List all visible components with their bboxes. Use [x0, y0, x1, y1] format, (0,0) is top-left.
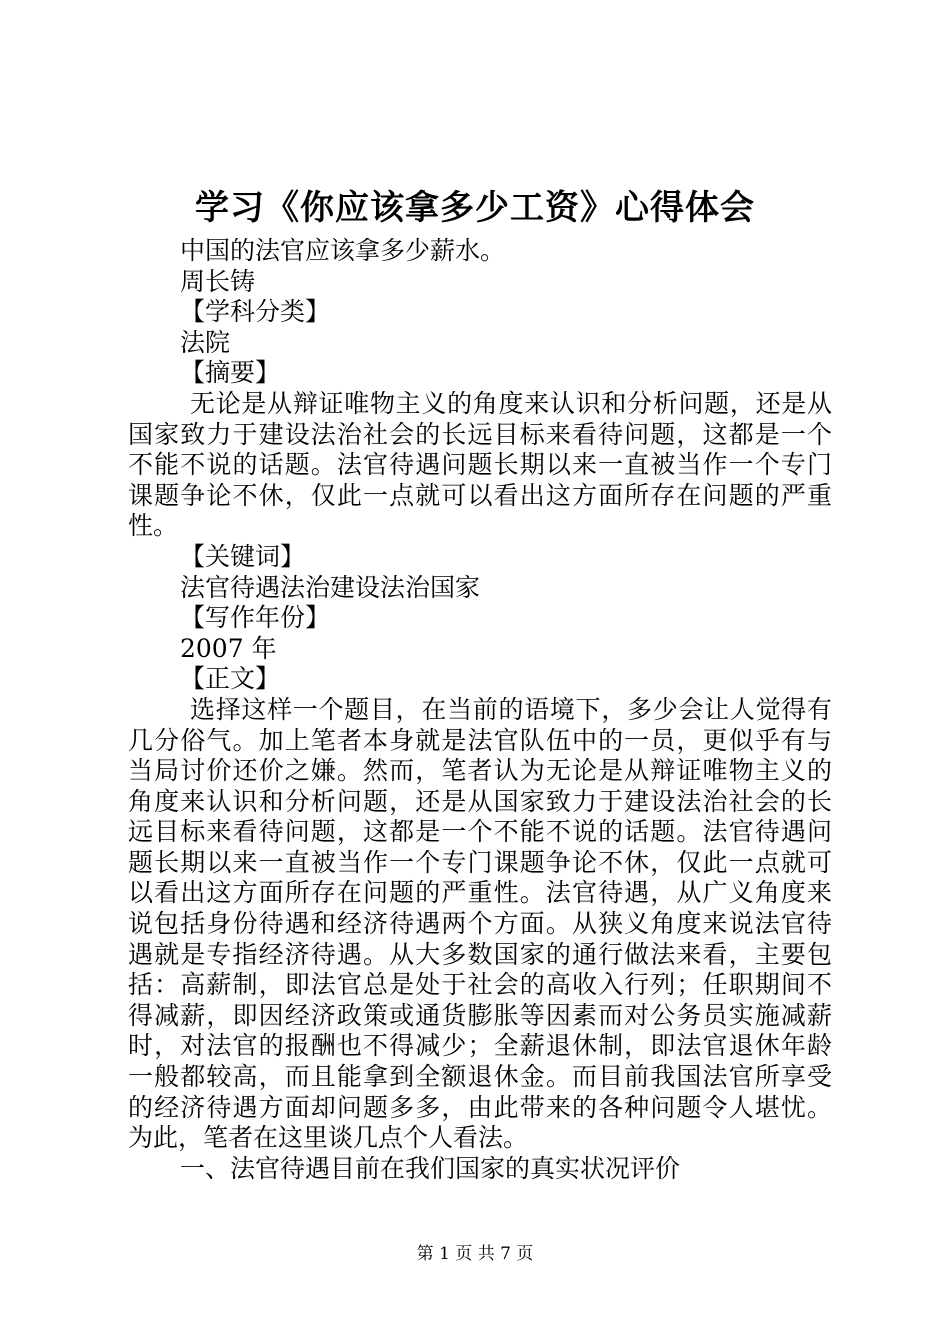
paragraph-line: 以看出这方面所存在问题的严重性。法官待遇，从广义角度来	[128, 878, 832, 908]
paragraph-line: 遇就是专指经济待遇。从大多数国家的通行做法来看，主要包	[128, 939, 832, 969]
paragraph-line: 为此，笔者在这里谈几点个人看法。	[128, 1123, 529, 1153]
subtitle-line: 中国的法官应该拿多少薪水。	[180, 236, 506, 265]
paragraph-line: 课题争论不休，仅此一点就可以看出这方面所存在问题的严重	[128, 480, 832, 510]
paragraph-line: 选择这样一个题目，在当前的语境下，多少会让人觉得有	[190, 694, 832, 724]
document-body	[128, 236, 832, 1184]
section-label-main-text: 【正文】	[180, 664, 281, 694]
keywords-value: 法官待遇法治建设法治国家	[180, 572, 481, 602]
paragraph-line: 性。	[128, 511, 179, 541]
paragraph-line: 说包括身份待遇和经济待遇两个方面。从狭义角度来说法官待	[128, 909, 832, 939]
main-text-paragraph	[128, 695, 832, 1154]
section-label-year: 【写作年份】	[180, 603, 331, 633]
paragraph-line: 几分俗气。加上笔者本身就是法官队伍中的一员，更似乎有与	[128, 725, 832, 755]
paragraph-line: 无论是从辩证唯物主义的角度来认识和分析问题，还是从	[190, 388, 832, 418]
paragraph-line: 一般都较高，而且能拿到全额退休金。而目前我国法官所享受	[128, 1062, 832, 1092]
paragraph-line: 的经济待遇方面却问题多多，由此带来的各种问题令人堪忧。	[128, 1092, 832, 1122]
section-heading: 一、法官待遇目前在我们国家的真实状况评价	[180, 1153, 681, 1183]
paragraph-line: 不能不说的话题。法官待遇问题长期以来一直被当作一个专门	[128, 450, 832, 480]
paragraph-line: 括：高薪制，即法官总是处于社会的高收入行列；任职期间不	[128, 970, 832, 1000]
section-label-subject: 【学科分类】	[180, 297, 331, 327]
subject-value: 法院	[180, 327, 231, 357]
document-title: 学习《你应该拿多少工资》心得体会	[195, 188, 755, 228]
page-footer	[0, 1242, 950, 1266]
section-label-abstract: 【摘要】	[180, 358, 281, 388]
paragraph-line: 时，对法官的报酬也不得减少；全薪退休制，即法官退休年龄	[128, 1031, 832, 1061]
paragraph-line: 角度来认识和分析问题，还是从国家致力于建设法治社会的长	[128, 786, 832, 816]
paragraph-line: 远目标来看待问题，这都是一个不能不说的话题。法官待遇问	[128, 817, 832, 847]
author-line: 周长铸	[180, 266, 256, 296]
abstract-paragraph	[128, 389, 832, 542]
year-value: 2007 年	[180, 633, 277, 663]
paragraph-line: 当局讨价还价之嫌。然而，笔者认为无论是从辩证唯物主义的	[128, 756, 832, 786]
section-label-keywords: 【关键词】	[180, 541, 306, 571]
paragraph-line: 得减薪，即因经济政策或通货膨胀等因素而对公务员实施减薪	[128, 1000, 832, 1030]
page-number: 第 1 页 共 7 页	[416, 1244, 534, 1264]
paragraph-line: 题长期以来一直被当作一个专门课题争论不休，仅此一点就可	[128, 847, 832, 877]
paragraph-line: 国家致力于建设法治社会的长远目标来看待问题，这都是一个	[128, 419, 832, 449]
